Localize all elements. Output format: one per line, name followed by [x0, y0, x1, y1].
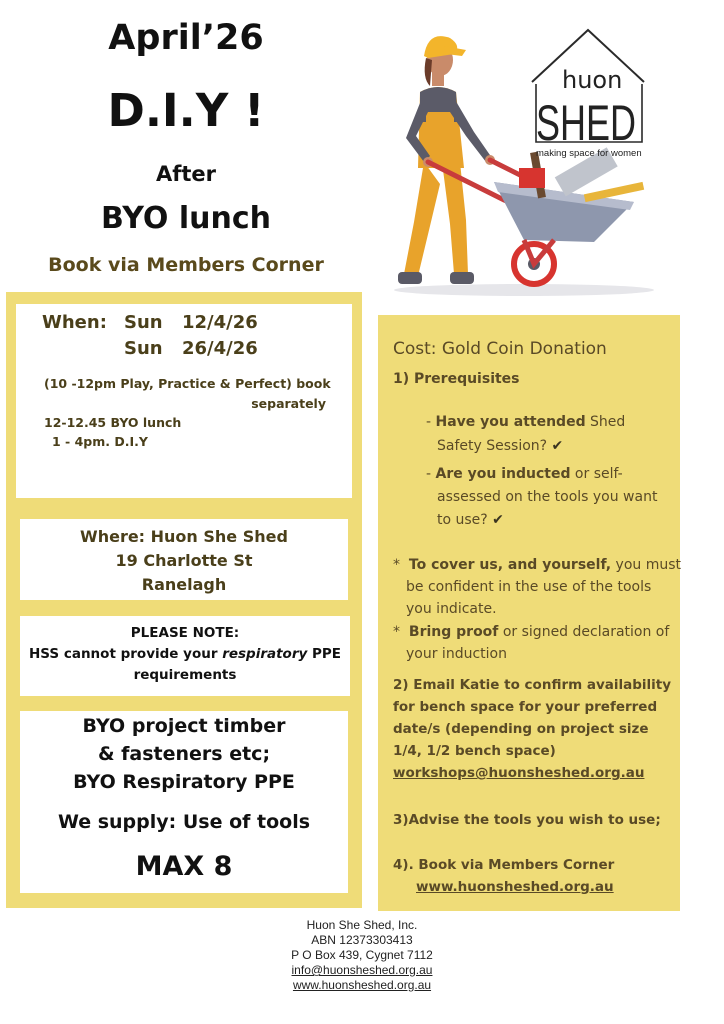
when-date-2: 26/4/26 — [182, 338, 258, 359]
email-line-3: date/s (depending on project size — [393, 721, 649, 737]
where-line-2: 19 Charlotte St — [115, 551, 253, 570]
worker-wheelbarrow-illustration — [384, 12, 654, 300]
footer-website-link[interactable]: www.huonsheshed.org.au — [292, 978, 432, 992]
book-members-line: 4). Book via Members Corner — [393, 857, 615, 873]
proof-line-2: your induction — [406, 646, 507, 662]
logo-shed: SHED — [536, 95, 636, 151]
when-label: When: — [42, 312, 107, 333]
advise-tools-line: 3)Advise the tools you wish to use; — [393, 812, 661, 828]
prereq-inducted-line-2: assessed on the tools you want — [437, 489, 658, 505]
prerequisites-heading: 1) Prerequisites — [393, 371, 520, 387]
note-heading: PLEASE NOTE: — [130, 625, 240, 641]
cover-line-2: be confident in the use of the tools — [406, 579, 652, 595]
when-day-2: Sun — [124, 338, 163, 359]
workshops-email-link[interactable]: workshops@huonsheshed.org.au — [393, 765, 645, 781]
email-line-2: for bench space for your preferred — [393, 699, 658, 715]
email-line-1: 2) Email Katie to confirm availability — [393, 677, 672, 693]
where-line-1: Where: Huon She Shed — [80, 527, 288, 546]
when-date-1: 12/4/26 — [182, 312, 258, 333]
supply-line-2: & fasteners etc; — [97, 743, 271, 765]
cost-title: Cost: Gold Coin Donation — [393, 339, 607, 359]
proof-line-1: * Bring proof or signed declaration of — [393, 624, 670, 640]
prereq-attended-line-2: Safety Session? ✔ — [437, 438, 564, 454]
cover-line-1: * To cover us, and yourself, you must — [393, 557, 682, 573]
when-note-line-1: (10 -12pm Play, Practice & Perfect) book — [44, 376, 331, 391]
website-link[interactable]: www.huonsheshed.org.au — [416, 879, 614, 895]
logo-tagline: making space for women — [536, 148, 642, 159]
supply-line-3: BYO Respiratory PPE — [73, 771, 295, 793]
supply-box — [20, 711, 348, 893]
when-note-line-2: separately — [251, 396, 326, 411]
prereq-inducted-line-3: to use? ✔ — [437, 512, 504, 528]
supply-line-1: BYO project timber — [82, 715, 286, 737]
footer-org-name: Huon She Shed, Inc. — [306, 918, 418, 932]
where-line-3: Ranelagh — [141, 575, 227, 594]
check-icon: ✔ — [492, 512, 504, 528]
when-lunch: 12-12.45 BYO lunch — [44, 415, 182, 430]
diy-heading: D.I.Y ! — [107, 84, 265, 137]
check-icon: ✔ — [551, 438, 564, 454]
prereq-inducted-line-1: - Are you inducted or self- — [426, 466, 623, 482]
max-capacity: MAX 8 — [135, 851, 233, 882]
prereq-attended-line-1: - Have you attended Shed — [426, 414, 626, 430]
where-box — [20, 519, 348, 600]
footer — [0, 918, 724, 993]
when-box — [16, 304, 352, 498]
footer-address: P O Box 439, Cygnet 7112 — [291, 948, 433, 962]
supply-line-4: We supply: Use of tools — [57, 811, 311, 833]
cover-line-3: you indicate. — [406, 601, 497, 617]
email-line-4: 1/4, 1/2 bench space) — [393, 743, 556, 759]
logo-huon: huon — [562, 66, 623, 94]
note-line-2: HSS cannot provide your respiratory PPE — [29, 646, 341, 662]
when-diy: 1 - 4pm. D.I.Y — [52, 434, 148, 449]
after-text: After — [155, 162, 217, 186]
month-heading: April’26 — [108, 18, 264, 58]
when-day-1: Sun — [124, 312, 163, 333]
footer-email-link[interactable]: info@huonsheshed.org.au — [291, 963, 433, 977]
footer-abn: ABN 12373303413 — [311, 933, 413, 947]
book-via-members-text: Book via Members Corner — [48, 254, 324, 276]
byo-lunch-heading: BYO lunch — [101, 201, 271, 236]
note-line-3: requirements — [133, 667, 237, 683]
please-note-box — [20, 616, 350, 696]
